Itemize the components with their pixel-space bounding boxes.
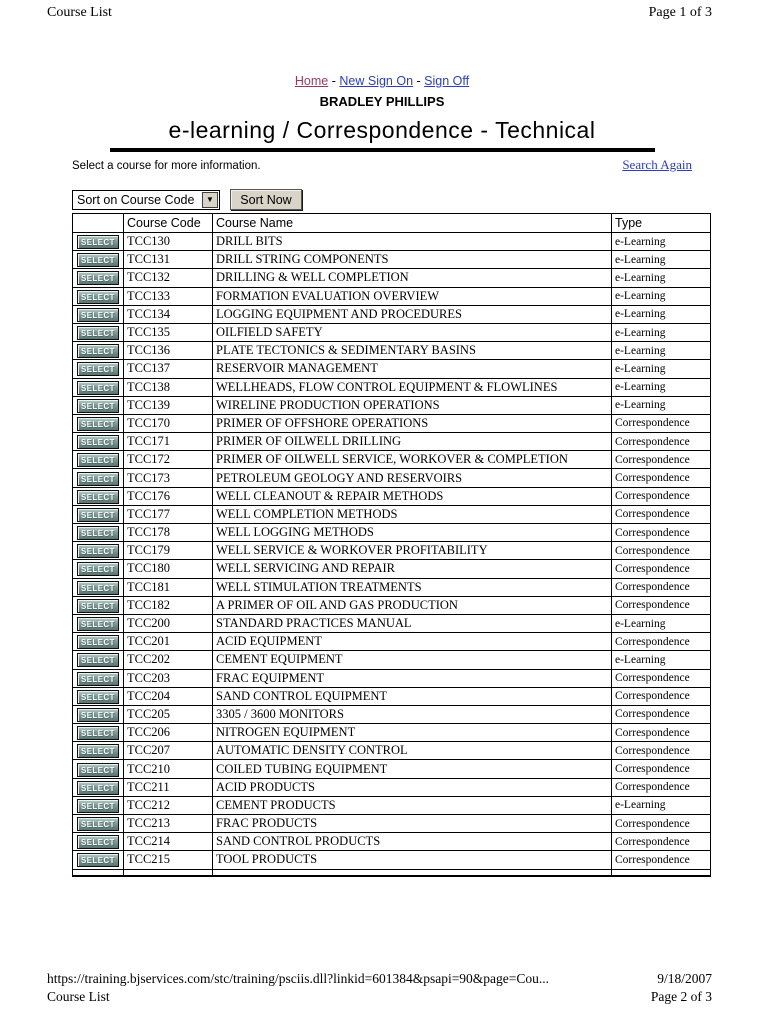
select-button[interactable]: SELECT: [77, 835, 119, 849]
course-type-cell: Correspondence: [612, 815, 711, 833]
table-row: [73, 614, 711, 632]
table-row: [73, 360, 711, 378]
select-cell: [73, 578, 124, 596]
table-row: [73, 505, 711, 523]
course-code-cell: TCC176: [124, 487, 213, 505]
course-type-cell: Correspondence: [612, 414, 711, 432]
course-name-cell: WIRELINE PRODUCTION OPERATIONS: [213, 396, 612, 414]
select-cell: [73, 287, 124, 305]
select-button[interactable]: SELECT: [77, 653, 119, 667]
nav-separator: -: [331, 74, 336, 88]
course-code-cell: TCC173: [124, 469, 213, 487]
course-name-cell: WELL SERVICING AND REPAIR: [213, 560, 612, 578]
course-name-cell: FRAC EQUIPMENT: [213, 669, 612, 687]
select-cell: [73, 360, 124, 378]
new-sign-on-link[interactable]: New Sign On: [339, 74, 414, 88]
footer-page-number: Page 2 of 3: [650, 989, 712, 1004]
course-code-cell: TCC172: [124, 451, 213, 469]
select-button[interactable]: SELECT: [77, 326, 119, 340]
table-row: [73, 596, 711, 614]
table-row: [73, 633, 711, 651]
select-button[interactable]: SELECT: [77, 690, 119, 704]
cutoff-row: [73, 869, 711, 876]
course-code-cell: TCC215: [124, 851, 213, 869]
course-code-cell: TCC130: [124, 233, 213, 251]
title-divider: [110, 148, 655, 152]
select-cell: [73, 469, 124, 487]
select-cell: [73, 323, 124, 341]
footer-url: https://training.bjservices.com/stc/training/psciis.dll?linkid=601384&psapi=90&page=Cou...: [47, 971, 550, 986]
course-name-cell: RESERVOIR MANAGEMENT: [213, 360, 612, 378]
table-row: [73, 778, 711, 796]
select-cell: [73, 487, 124, 505]
select-button[interactable]: SELECT: [77, 817, 119, 831]
course-code-cell: TCC203: [124, 669, 213, 687]
table-row: [73, 815, 711, 833]
course-code-cell: TCC133: [124, 287, 213, 305]
table-row: [73, 323, 711, 341]
course-name-cell: COILED TUBING EQUIPMENT: [213, 760, 612, 778]
course-name-cell: CEMENT EQUIPMENT: [213, 651, 612, 669]
nav-links: [72, 74, 692, 88]
course-name-cell: SAND CONTROL PRODUCTS: [213, 833, 612, 851]
select-button[interactable]: SELECT: [77, 290, 119, 304]
course-name-cell: DRILL STRING COMPONENTS: [213, 251, 612, 269]
nav-separator: -: [416, 74, 421, 88]
course-type-cell: e-Learning: [612, 360, 711, 378]
select-button[interactable]: SELECT: [77, 744, 119, 758]
course-code-header: Course Code: [124, 214, 213, 233]
select-cell: [73, 342, 124, 360]
select-button[interactable]: SELECT: [77, 490, 119, 504]
table-row: [73, 833, 711, 851]
course-name-cell: WELLHEADS, FLOW CONTROL EQUIPMENT & FLOWLINES: [213, 378, 612, 396]
course-name-cell: PETROLEUM GEOLOGY AND RESERVOIRS: [213, 469, 612, 487]
select-cell: [73, 542, 124, 560]
course-name-cell: WELL COMPLETION METHODS: [213, 505, 612, 523]
course-code-cell: TCC213: [124, 815, 213, 833]
course-code-cell: TCC137: [124, 360, 213, 378]
course-code-cell: TCC207: [124, 742, 213, 760]
select-cell: [73, 560, 124, 578]
table-row: [73, 742, 711, 760]
select-cell: [73, 724, 124, 742]
select-button[interactable]: SELECT: [77, 562, 119, 576]
select-button[interactable]: SELECT: [77, 617, 119, 631]
select-cell: [73, 815, 124, 833]
course-type-cell: e-Learning: [612, 269, 711, 287]
select-button[interactable]: SELECT: [77, 253, 119, 267]
course-name-cell: LOGGING EQUIPMENT AND PROCEDURES: [213, 305, 612, 323]
table-row: [73, 305, 711, 323]
select-button[interactable]: SELECT: [77, 344, 119, 358]
course-type-cell: Correspondence: [612, 833, 711, 851]
select-button[interactable]: SELECT: [77, 472, 119, 486]
course-code-cell: TCC182: [124, 596, 213, 614]
course-code-cell: TCC171: [124, 433, 213, 451]
course-name-cell: PRIMER OF OILWELL SERVICE, WORKOVER & COMPLETION: [213, 451, 612, 469]
course-type-cell: Correspondence: [612, 578, 711, 596]
select-button[interactable]: SELECT: [77, 508, 119, 522]
select-button[interactable]: SELECT: [77, 672, 119, 686]
select-cell: [73, 760, 124, 778]
select-button[interactable]: SELECT: [77, 381, 119, 395]
course-type-cell: e-Learning: [612, 251, 711, 269]
select-cell: [73, 505, 124, 523]
course-name-cell: PRIMER OF OILWELL DRILLING: [213, 433, 612, 451]
select-cell: [73, 851, 124, 869]
course-code-cell: TCC211: [124, 778, 213, 796]
course-code-cell: TCC206: [124, 724, 213, 742]
info-row: [72, 157, 692, 173]
user-name: BRADLEY PHILLIPS: [319, 94, 445, 109]
select-cell: [73, 687, 124, 705]
course-code-cell: TCC178: [124, 524, 213, 542]
table-header-row: [73, 214, 711, 233]
course-name-cell: CEMENT PRODUCTS: [213, 796, 612, 814]
sort-dropdown-value: Sort on Course Code: [77, 192, 195, 207]
course-type-cell: Correspondence: [612, 724, 711, 742]
select-cell: [73, 305, 124, 323]
print-header: [47, 5, 712, 21]
print-footer: [47, 970, 712, 1006]
course-type-cell: e-Learning: [612, 396, 711, 414]
select-button[interactable]: SELECT: [77, 708, 119, 722]
course-code-cell: TCC214: [124, 833, 213, 851]
course-code-cell: TCC180: [124, 560, 213, 578]
course-table: [72, 213, 711, 877]
table-row: [73, 760, 711, 778]
select-cell: [73, 633, 124, 651]
print-header-page-number: Page 1 of 3: [648, 5, 712, 20]
course-type-cell: e-Learning: [612, 342, 711, 360]
course-name-cell: WELL LOGGING METHODS: [213, 524, 612, 542]
course-code-cell: TCC138: [124, 378, 213, 396]
select-cell: [73, 233, 124, 251]
table-row: [73, 705, 711, 723]
course-type-cell: Correspondence: [612, 742, 711, 760]
course-type-cell: Correspondence: [612, 487, 711, 505]
course-type-cell: Correspondence: [612, 778, 711, 796]
table-row: [73, 560, 711, 578]
table-row: [73, 687, 711, 705]
course-type-cell: Correspondence: [612, 705, 711, 723]
select-cell: [73, 778, 124, 796]
table-row: [73, 669, 711, 687]
course-type-cell: e-Learning: [612, 287, 711, 305]
table-row: [73, 469, 711, 487]
footer-date: 9/18/2007: [657, 971, 712, 986]
course-code-cell: TCC177: [124, 505, 213, 523]
select-cell: [73, 524, 124, 542]
course-name-cell: WELL CLEANOUT & REPAIR METHODS: [213, 487, 612, 505]
sort-now-button[interactable]: Sort Now: [230, 189, 302, 210]
course-type-cell: e-Learning: [612, 233, 711, 251]
table-row: [73, 451, 711, 469]
select-cell: [73, 251, 124, 269]
course-type-cell: Correspondence: [612, 596, 711, 614]
select-button[interactable]: SELECT: [77, 362, 119, 376]
course-code-cell: TCC210: [124, 760, 213, 778]
table-row: [73, 233, 711, 251]
course-type-cell: Correspondence: [612, 687, 711, 705]
course-type-cell: Correspondence: [612, 451, 711, 469]
course-name-cell: ACID EQUIPMENT: [213, 633, 612, 651]
search-again-link[interactable]: Search Again: [622, 157, 692, 172]
select-button[interactable]: SELECT: [77, 799, 119, 813]
sort-dropdown[interactable]: [72, 190, 220, 210]
course-name-cell: FORMATION EVALUATION OVERVIEW: [213, 287, 612, 305]
table-row: [73, 651, 711, 669]
select-cell: [73, 414, 124, 432]
page-title: e-learning / Correspondence - Technical: [168, 117, 596, 143]
course-code-cell: TCC204: [124, 687, 213, 705]
table-row: [73, 287, 711, 305]
table-row: [73, 851, 711, 869]
course-code-cell: TCC132: [124, 269, 213, 287]
course-type-cell: Correspondence: [612, 524, 711, 542]
course-name-cell: ACID PRODUCTS: [213, 778, 612, 796]
select-button[interactable]: SELECT: [77, 781, 119, 795]
course-type-cell: e-Learning: [612, 651, 711, 669]
table-row: [73, 487, 711, 505]
select-cell: [73, 433, 124, 451]
sort-controls: [72, 189, 692, 210]
course-code-cell: TCC181: [124, 578, 213, 596]
select-cell: [73, 378, 124, 396]
course-type-cell: e-Learning: [612, 305, 711, 323]
select-button[interactable]: SELECT: [77, 526, 119, 540]
course-type-cell: Correspondence: [612, 469, 711, 487]
select-button[interactable]: SELECT: [77, 417, 119, 431]
select-cell: [73, 833, 124, 851]
course-name-cell: WELL SERVICE & WORKOVER PROFITABILITY: [213, 542, 612, 560]
course-name-cell: STANDARD PRACTICES MANUAL: [213, 614, 612, 632]
select-button[interactable]: SELECT: [77, 726, 119, 740]
course-name-cell: A PRIMER OF OIL AND GAS PRODUCTION: [213, 596, 612, 614]
course-name-cell: NITROGEN EQUIPMENT: [213, 724, 612, 742]
course-type-cell: e-Learning: [612, 323, 711, 341]
select-cell: [73, 742, 124, 760]
course-code-cell: TCC136: [124, 342, 213, 360]
course-type-cell: e-Learning: [612, 378, 711, 396]
course-type-cell: e-Learning: [612, 796, 711, 814]
course-name-cell: PLATE TECTONICS & SEDIMENTARY BASINS: [213, 342, 612, 360]
course-code-cell: TCC200: [124, 614, 213, 632]
course-code-cell: TCC212: [124, 796, 213, 814]
course-name-cell: FRAC PRODUCTS: [213, 815, 612, 833]
course-name-cell: DRILLING & WELL COMPLETION: [213, 269, 612, 287]
course-type-cell: Correspondence: [612, 505, 711, 523]
course-code-cell: TCC202: [124, 651, 213, 669]
select-cell: [73, 669, 124, 687]
select-cell: [73, 269, 124, 287]
table-row: [73, 796, 711, 814]
select-cell: [73, 451, 124, 469]
select-button[interactable]: SELECT: [77, 544, 119, 558]
table-row: [73, 378, 711, 396]
table-row: [73, 342, 711, 360]
select-button[interactable]: SELECT: [77, 271, 119, 285]
course-name-cell: TOOL PRODUCTS: [213, 851, 612, 869]
course-code-cell: TCC135: [124, 323, 213, 341]
course-name-header: Course Name: [213, 214, 612, 233]
chevron-down-icon[interactable]: ▼: [202, 192, 218, 208]
select-cell: [73, 705, 124, 723]
course-code-cell: TCC134: [124, 305, 213, 323]
course-name-cell: WELL STIMULATION TREATMENTS: [213, 578, 612, 596]
course-code-cell: TCC170: [124, 414, 213, 432]
course-type-cell: Correspondence: [612, 433, 711, 451]
type-header: Type: [612, 214, 711, 233]
select-button[interactable]: SELECT: [77, 635, 119, 649]
course-name-cell: AUTOMATIC DENSITY CONTROL: [213, 742, 612, 760]
select-button[interactable]: SELECT: [77, 435, 119, 449]
table-row: [73, 414, 711, 432]
select-cell: [73, 796, 124, 814]
course-name-cell: SAND CONTROL EQUIPMENT: [213, 687, 612, 705]
table-row: [73, 724, 711, 742]
course-code-cell: TCC201: [124, 633, 213, 651]
table-row: [73, 542, 711, 560]
print-header-title: Course List: [47, 5, 112, 20]
page-content: [72, 74, 692, 877]
select-cell: [73, 614, 124, 632]
select-button[interactable]: SELECT: [77, 581, 119, 595]
select-button[interactable]: SELECT: [77, 763, 119, 777]
table-row: [73, 433, 711, 451]
table-row: [73, 578, 711, 596]
table-row: [73, 524, 711, 542]
select-button[interactable]: SELECT: [77, 399, 119, 413]
select-column-header: [73, 214, 124, 233]
select-button[interactable]: SELECT: [77, 453, 119, 467]
course-name-cell: DRILL BITS: [213, 233, 612, 251]
select-cell: [73, 596, 124, 614]
course-type-cell: Correspondence: [612, 633, 711, 651]
footer-title: Course List: [47, 989, 110, 1004]
select-button[interactable]: SELECT: [77, 235, 119, 249]
select-button[interactable]: SELECT: [77, 599, 119, 613]
table-row: [73, 251, 711, 269]
select-cell: [73, 396, 124, 414]
course-code-cell: TCC179: [124, 542, 213, 560]
table-row: [73, 269, 711, 287]
select-cell: [73, 651, 124, 669]
course-type-cell: Correspondence: [612, 542, 711, 560]
course-type-cell: Correspondence: [612, 851, 711, 869]
course-code-cell: TCC139: [124, 396, 213, 414]
select-button[interactable]: SELECT: [77, 308, 119, 322]
course-name-cell: PRIMER OF OFFSHORE OPERATIONS: [213, 414, 612, 432]
table-row: [73, 396, 711, 414]
course-type-cell: e-Learning: [612, 614, 711, 632]
course-code-cell: TCC131: [124, 251, 213, 269]
course-type-cell: Correspondence: [612, 760, 711, 778]
course-name-cell: OILFIELD SAFETY: [213, 323, 612, 341]
course-type-cell: Correspondence: [612, 669, 711, 687]
course-code-cell: TCC205: [124, 705, 213, 723]
sign-off-link[interactable]: Sign Off: [424, 74, 470, 88]
instruction-text: Select a course for more information.: [72, 160, 261, 172]
course-name-cell: 3305 / 3600 MONITORS: [213, 705, 612, 723]
home-link[interactable]: Home: [294, 74, 329, 88]
select-button[interactable]: SELECT: [77, 853, 119, 867]
course-type-cell: Correspondence: [612, 560, 711, 578]
